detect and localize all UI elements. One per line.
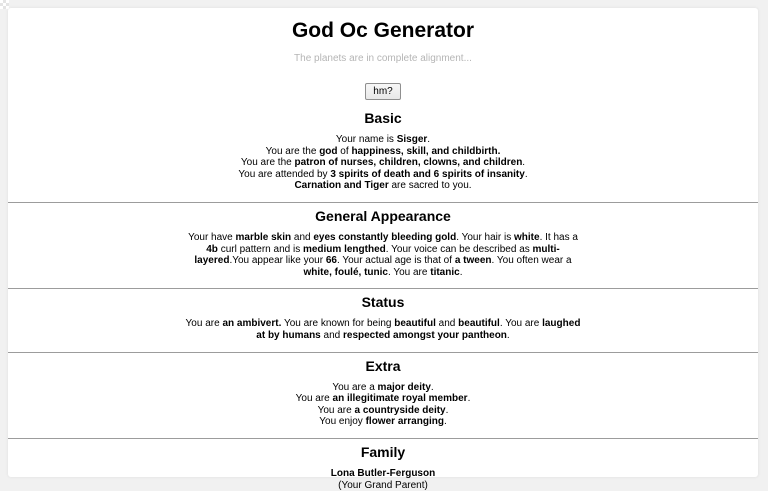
tagline: The planets are in complete alignment...: [8, 53, 758, 65]
generate-button-row: [8, 81, 758, 100]
section-heading-family: Family: [8, 444, 758, 460]
extra-text: You are a major deity. You are an illegitimate royal member. You are a countryside deity. You enjoy flower arranging.: [8, 382, 758, 428]
status-text: You are an ambivert. You are known for being beautiful and beautiful. You are laughed at by humans and respected amongst your pantheon.: [183, 318, 583, 341]
generate-button[interactable]: hm?: [365, 83, 400, 100]
section-heading-extra: Extra: [8, 358, 758, 374]
section-divider: [8, 288, 758, 289]
basic-text: Your name is Sisger. You are the god of happiness, skill, and childbirth. You are the patron of nurses, children, clowns, and children. You are attended by 3 spirits of death and 6 spirits of insanity. Carnation and Tiger are sacred to you.: [8, 134, 758, 192]
section-divider: [8, 352, 758, 353]
section-heading-status: Status: [8, 294, 758, 310]
section-divider: [8, 202, 758, 203]
section-divider: [8, 438, 758, 439]
generator-page-card: [8, 8, 758, 477]
corner-artifact: [0, 0, 9, 9]
family-member-name: Lona Butler-Ferguson: [8, 468, 758, 480]
section-heading-basic: Basic: [8, 110, 758, 126]
general-appearance-text: Your have marble skin and eyes constantly bleeding gold. Your hair is white. It has a 4b curl pattern and is medium lengthed. Your voice can be described as multi-layered.You appear like your 66. Your actual age is that of a tween. You often wear a white, foulé, tunic. You are titanic.: [183, 232, 583, 278]
section-heading-general-appearance: General Appearance: [8, 208, 758, 224]
family-member-relation: (Your Grand Parent): [8, 480, 758, 491]
page-title: God Oc Generator: [8, 19, 758, 43]
